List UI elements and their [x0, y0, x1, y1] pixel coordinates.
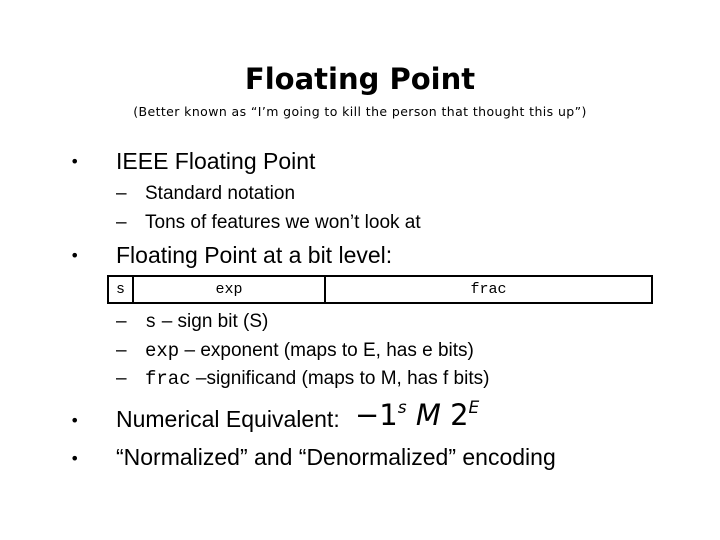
bit-layout-diagram: [107, 275, 653, 304]
dash-marker: –: [116, 368, 127, 389]
formula-base-sign: −1: [355, 398, 398, 432]
formula-two: 2: [450, 398, 469, 432]
sub-exponent: [145, 340, 474, 362]
desc-significand: –significand (maps to M, has f bits): [195, 368, 490, 389]
bullet-marker: •: [70, 246, 80, 265]
bit-field-frac: frac: [470, 281, 507, 298]
desc-sign-bit: – sign bit (S): [161, 311, 269, 332]
subtitle: (Better known as “I’m going to kill the person that thought this up”): [133, 104, 587, 119]
bullet-marker: •: [70, 152, 80, 171]
code-exp: exp: [145, 340, 180, 362]
bullet-normalized-encoding: “Normalized” and “Denormalized” encoding: [116, 444, 556, 470]
formula: [355, 398, 479, 432]
sub-sign-bit: [145, 311, 268, 333]
code-s: s: [145, 311, 157, 333]
code-frac: frac: [145, 368, 191, 390]
bullet-marker: •: [70, 449, 80, 468]
dash-marker: –: [116, 212, 127, 233]
formula-mantissa: M: [415, 398, 441, 432]
sub-significand: [145, 368, 489, 390]
sub-tons-of-features: Tons of features we won’t look at: [145, 212, 421, 233]
formula-sign-exponent: s: [397, 398, 407, 418]
bit-field-exp: exp: [134, 277, 326, 302]
bullet-ieee-floating-point: IEEE Floating Point: [116, 148, 316, 174]
dash-marker: –: [116, 311, 127, 332]
desc-exponent: – exponent (maps to E, has e bits): [184, 340, 474, 361]
formula-exponent: E: [468, 398, 480, 418]
bullet-marker: •: [70, 411, 80, 430]
bit-field-s: s: [109, 277, 134, 302]
sub-standard-notation: Standard notation: [145, 183, 296, 204]
bullet-numerical-equivalent: Numerical Equivalent:: [116, 406, 340, 432]
dash-marker: –: [116, 340, 127, 361]
bullet-bit-level: Floating Point at a bit level:: [116, 242, 393, 268]
page-title: Floating Point: [244, 62, 476, 96]
dash-marker: –: [116, 183, 127, 204]
